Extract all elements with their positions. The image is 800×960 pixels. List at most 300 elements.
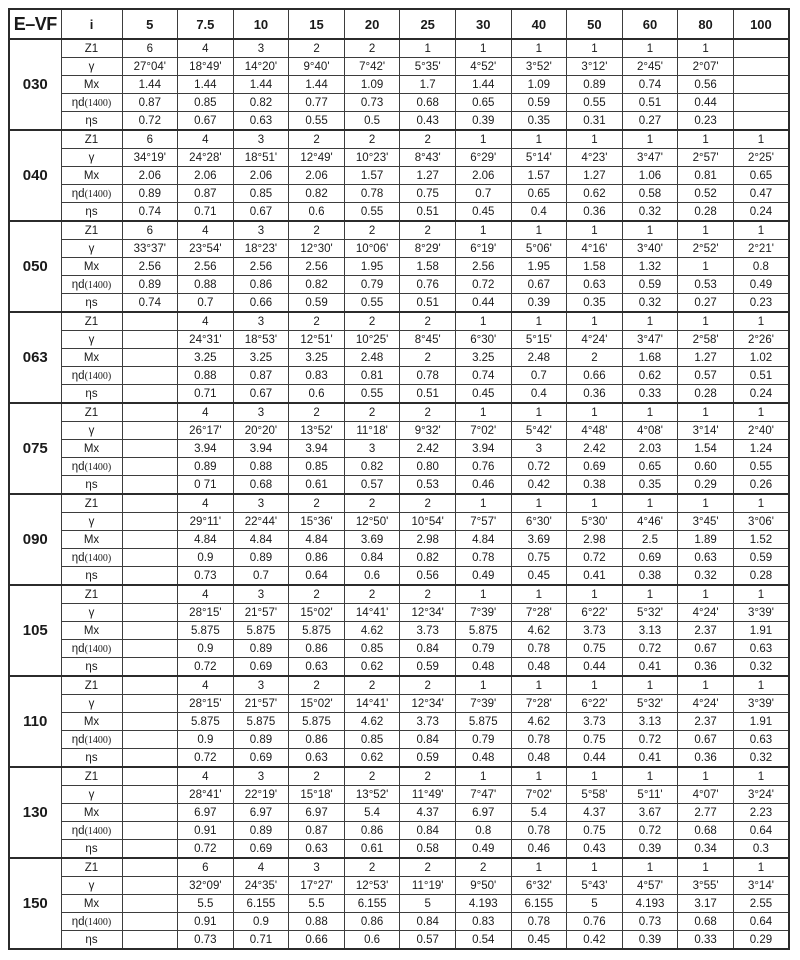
value-cell: 0.51 [622,94,678,112]
row-label: Z1 [61,39,122,58]
value-cell: 2 [344,221,400,240]
value-cell: 0.63 [567,276,623,294]
value-cell: 0.9 [178,640,234,658]
table-row [9,403,789,422]
value-cell: 1 [511,221,567,240]
value-cell: 1.27 [678,349,734,367]
value-cell: 0.74 [122,294,178,313]
row-label: ηs [61,112,122,131]
value-cell: 5.875 [455,713,511,731]
value-cell: 3 [233,312,289,331]
value-cell: 0.68 [678,913,734,931]
value-cell: 0.57 [678,367,734,385]
value-cell: 0.69 [233,840,289,859]
value-cell: 7°47' [455,786,511,804]
row-label: γ [61,331,122,349]
value-cell: 6°22' [567,604,623,622]
value-cell: 0.79 [344,276,400,294]
value-cell: 2.77 [678,804,734,822]
value-cell [122,767,178,786]
table-row [9,786,789,804]
value-cell: 0.88 [178,367,234,385]
value-cell: 0.55 [344,294,400,313]
value-cell: 0.39 [455,112,511,131]
value-cell: 3.25 [233,349,289,367]
value-cell: 2 [344,858,400,877]
value-cell: 0.4 [511,385,567,404]
value-cell: 1.09 [511,76,567,94]
value-cell: 1 [511,767,567,786]
value-cell [122,731,178,749]
value-cell [122,367,178,385]
value-cell: 0.45 [455,203,511,222]
value-cell: 0.75 [567,822,623,840]
value-cell: 5°14' [511,149,567,167]
value-cell: 0.71 [178,385,234,404]
value-cell: 18°49' [178,58,234,76]
value-cell [122,531,178,549]
value-cell: 0.64 [733,913,789,931]
value-cell: 4.37 [400,804,456,822]
table-row [9,331,789,349]
column-header: 25 [400,9,456,39]
value-cell: 24°31' [178,331,234,349]
row-label: ηd(1400) [61,549,122,567]
value-cell: 0.55 [344,203,400,222]
value-cell: 0.76 [400,276,456,294]
value-cell: 0.6 [289,203,345,222]
value-cell: 1 [678,312,734,331]
value-cell: 0.27 [678,294,734,313]
value-cell: 0.87 [233,367,289,385]
value-cell: 1 [733,130,789,149]
table-row [9,149,789,167]
value-cell: 3°24' [733,786,789,804]
value-cell [122,349,178,367]
value-cell: 0.69 [233,749,289,768]
value-cell: 4°23' [567,149,623,167]
value-cell: 3.25 [455,349,511,367]
value-cell: 1 [622,858,678,877]
value-cell: 2.48 [344,349,400,367]
value-cell: 7°39' [455,695,511,713]
value-cell: 0.7 [178,294,234,313]
value-cell: 1 [567,858,623,877]
row-label: ηd(1400) [61,640,122,658]
value-cell: 1 [511,585,567,604]
value-cell: 1 [567,494,623,513]
table-row [9,622,789,640]
value-cell: 2°25' [733,149,789,167]
value-cell: 12°30' [289,240,345,258]
value-cell: 15°18' [289,786,345,804]
value-cell: 0.74 [622,76,678,94]
value-cell: 2.48 [511,349,567,367]
value-cell: 26°17' [178,422,234,440]
value-cell: 0.65 [733,167,789,185]
value-cell: 3.94 [233,440,289,458]
size-label: 150 [9,858,61,949]
row-label: ηd(1400) [61,458,122,476]
row-label: ηs [61,385,122,404]
value-cell: 0.89 [122,185,178,203]
value-cell: 0.86 [289,731,345,749]
value-cell: 7°02' [455,422,511,440]
value-cell: 1 [622,585,678,604]
value-cell: 0.49 [455,567,511,586]
value-cell: 24°35' [233,877,289,895]
value-cell: 6.155 [233,895,289,913]
value-cell: 2.23 [733,804,789,822]
value-cell: 0.84 [400,731,456,749]
value-cell: 3.25 [289,349,345,367]
value-cell [122,458,178,476]
value-cell: 0.59 [289,294,345,313]
value-cell: 6 [122,130,178,149]
value-cell: 0.36 [678,658,734,677]
value-cell: 4°24' [678,695,734,713]
row-label: ηs [61,931,122,950]
value-cell: 0.59 [400,658,456,677]
value-cell: 7°28' [511,695,567,713]
value-cell: 1 [511,312,567,331]
value-cell: 2.55 [733,895,789,913]
value-cell: 2 [400,312,456,331]
size-label: 050 [9,221,61,312]
value-cell: 11°49' [400,786,456,804]
value-cell: 1 [455,585,511,604]
value-cell: 2°40' [733,422,789,440]
table-row [9,240,789,258]
value-cell [122,513,178,531]
value-cell: 3°12' [567,58,623,76]
value-cell: 17°27' [289,877,345,895]
value-cell: 4.84 [233,531,289,549]
value-cell: 18°51' [233,149,289,167]
row-label: Mx [61,258,122,276]
value-cell: 34°19' [122,149,178,167]
value-cell: 0.34 [678,840,734,859]
value-cell: 0.82 [289,185,345,203]
value-cell: 0.80 [400,458,456,476]
value-cell: 7°28' [511,604,567,622]
value-cell: 0.56 [400,567,456,586]
value-cell: 2 [400,585,456,604]
value-cell: 7°42' [344,58,400,76]
value-cell: 1.58 [400,258,456,276]
value-cell: 4 [178,312,234,331]
value-cell: 2 [400,221,456,240]
value-cell: 1.44 [455,76,511,94]
table-row [9,731,789,749]
value-cell: 0.88 [289,913,345,931]
value-cell: 1 [678,258,734,276]
value-cell: 0.55 [344,385,400,404]
value-cell: 0.62 [344,749,400,768]
row-label: Z1 [61,130,122,149]
value-cell: 0.62 [567,185,623,203]
value-cell: 0.66 [233,294,289,313]
value-cell: 0.57 [400,931,456,950]
value-cell: 1 [733,221,789,240]
row-label: ηs [61,567,122,586]
value-cell: 7°57' [455,513,511,531]
row-label: Z1 [61,676,122,695]
table-row [9,658,789,677]
value-cell [122,549,178,567]
value-cell: 0.26 [733,476,789,495]
table-row [9,822,789,840]
value-cell [122,713,178,731]
value-cell: 1 [678,858,734,877]
value-cell: 0.55 [289,112,345,131]
value-cell: 1.32 [622,258,678,276]
column-header: 30 [455,9,511,39]
value-cell: 0.87 [289,822,345,840]
value-cell: 0.39 [622,840,678,859]
value-cell: 0.51 [400,294,456,313]
value-cell: 4°24' [678,604,734,622]
value-cell: 3.69 [511,531,567,549]
size-label: 110 [9,676,61,767]
value-cell: 11°18' [344,422,400,440]
column-header: 60 [622,9,678,39]
value-cell: 1.44 [178,76,234,94]
row-label: ηd(1400) [61,367,122,385]
value-cell: 0.39 [622,931,678,950]
value-cell: 0.63 [289,749,345,768]
value-cell: 2 [289,494,345,513]
row-label: γ [61,695,122,713]
value-cell: 9°50' [455,877,511,895]
value-cell: 5.875 [178,713,234,731]
value-cell: 0.86 [289,549,345,567]
value-cell: 0.36 [567,385,623,404]
value-cell: 0.58 [400,840,456,859]
value-cell: 3°52' [511,58,567,76]
value-cell: 10°23' [344,149,400,167]
value-cell: 1 [511,39,567,58]
value-cell: 0.87 [122,94,178,112]
value-cell: 1 [400,39,456,58]
value-cell: 0.51 [400,203,456,222]
row-label: ηs [61,476,122,495]
value-cell: 0.79 [455,731,511,749]
value-cell: 6 [122,39,178,58]
value-cell: 5.875 [233,713,289,731]
row-label: Z1 [61,312,122,331]
row-label: Mx [61,622,122,640]
size-label: 030 [9,39,61,130]
value-cell: 0.9 [178,731,234,749]
table-row [9,312,789,331]
value-cell: 0.78 [400,367,456,385]
value-cell: 3 [233,221,289,240]
value-cell: 0.75 [567,640,623,658]
value-cell: 0.84 [400,822,456,840]
size-label: 090 [9,494,61,585]
value-cell: 1.27 [400,167,456,185]
value-cell: 6°32' [511,877,567,895]
value-cell: 3°39' [733,604,789,622]
value-cell: 4.84 [289,531,345,549]
value-cell: 1 [678,130,734,149]
value-cell [122,895,178,913]
value-cell [122,804,178,822]
value-cell: 1 [622,767,678,786]
value-cell: 0.86 [233,276,289,294]
value-cell: 3.67 [622,804,678,822]
table-row [9,585,789,604]
value-cell: 0.89 [233,640,289,658]
value-cell: 4 [178,767,234,786]
size-label: 130 [9,767,61,858]
value-cell: 4°48' [567,422,623,440]
value-cell: 1 [455,312,511,331]
value-cell: 0.49 [455,840,511,859]
value-cell: 1.58 [567,258,623,276]
value-cell: 2 [289,39,345,58]
value-cell: 3°47' [622,149,678,167]
value-cell: 2.98 [400,531,456,549]
value-cell: 2.56 [233,258,289,276]
value-cell [122,840,178,859]
table-row [9,549,789,567]
value-cell: 0.35 [511,112,567,131]
row-label: Z1 [61,767,122,786]
value-cell [122,476,178,495]
value-cell [733,76,789,94]
value-cell: 0.42 [511,476,567,495]
table-row [9,531,789,549]
value-cell: 4 [178,585,234,604]
value-cell: 0.6 [344,931,400,950]
value-cell [122,877,178,895]
row-label: γ [61,240,122,258]
value-cell: 0.44 [455,294,511,313]
value-cell: 3.94 [289,440,345,458]
value-cell: 0.64 [289,567,345,586]
value-cell: 0.63 [233,112,289,131]
value-cell: 4 [178,221,234,240]
row-label: γ [61,513,122,531]
value-cell: 3 [233,39,289,58]
value-cell: 0.62 [622,367,678,385]
value-cell: 0.7 [455,185,511,203]
value-cell: 1 [455,403,511,422]
value-cell: 1 [455,130,511,149]
table-row [9,130,789,149]
table-row [9,385,789,404]
value-cell: 6°22' [567,695,623,713]
value-cell: 3 [233,676,289,695]
value-cell: 1 [622,312,678,331]
value-cell: 0.28 [733,567,789,586]
value-cell: 28°41' [178,786,234,804]
value-cell: 14°41' [344,695,400,713]
value-cell: 1 [455,676,511,695]
value-cell: 0.72 [178,840,234,859]
value-cell: 1 [567,676,623,695]
value-cell: 2°52' [678,240,734,258]
value-cell: 0.89 [233,731,289,749]
row-label: ηs [61,749,122,768]
value-cell: 5.5 [289,895,345,913]
value-cell: 4.84 [178,531,234,549]
value-cell: 3.69 [344,531,400,549]
value-cell: 2°45' [622,58,678,76]
value-cell: 0.89 [233,549,289,567]
value-cell: 0.5 [344,112,400,131]
value-cell: 6.97 [455,804,511,822]
value-cell [122,585,178,604]
row-label: Z1 [61,585,122,604]
row-label: Z1 [61,403,122,422]
row-label: ηd(1400) [61,276,122,294]
value-cell: 0.51 [400,385,456,404]
value-cell: 2 [344,39,400,58]
table-row [9,604,789,622]
value-cell [122,622,178,640]
value-cell: 0.41 [622,658,678,677]
value-cell: 1.91 [733,713,789,731]
value-cell: 2 [400,403,456,422]
value-cell: 2 [344,130,400,149]
value-cell: 3 [233,767,289,786]
value-cell: 0.74 [122,203,178,222]
value-cell: 0.76 [567,913,623,931]
value-cell: 0.86 [344,822,400,840]
value-cell: 10°06' [344,240,400,258]
row-label: Mx [61,440,122,458]
value-cell: 2 [400,130,456,149]
value-cell: 1.44 [289,76,345,94]
value-cell: 0.41 [567,567,623,586]
table-row [9,422,789,440]
value-cell: 0.48 [511,749,567,768]
value-cell: 2 [289,676,345,695]
value-cell: 0.41 [622,749,678,768]
value-cell [122,385,178,404]
value-cell: 22°44' [233,513,289,531]
value-cell: 0.59 [400,749,456,768]
value-cell: 0.32 [678,567,734,586]
value-cell: 23°54' [178,240,234,258]
value-cell: 2 [400,767,456,786]
value-cell: 0.33 [622,385,678,404]
table-row [9,76,789,94]
value-cell: 1.89 [678,531,734,549]
row-label: ηd(1400) [61,185,122,203]
value-cell: 1 [622,403,678,422]
value-cell: 1 [622,130,678,149]
value-cell: 4°24' [567,331,623,349]
value-cell: 0.57 [344,476,400,495]
value-cell: 0.48 [455,658,511,677]
value-cell: 1 [567,403,623,422]
value-cell: 0.46 [455,476,511,495]
table-row [9,567,789,586]
value-cell: 12°49' [289,149,345,167]
value-cell: 3°39' [733,695,789,713]
value-cell [122,403,178,422]
value-cell: 0.65 [455,94,511,112]
value-cell: 0.66 [289,931,345,950]
row-label: Z1 [61,494,122,513]
value-cell: 2 [344,403,400,422]
value-cell: 1 [622,494,678,513]
table-row [9,167,789,185]
